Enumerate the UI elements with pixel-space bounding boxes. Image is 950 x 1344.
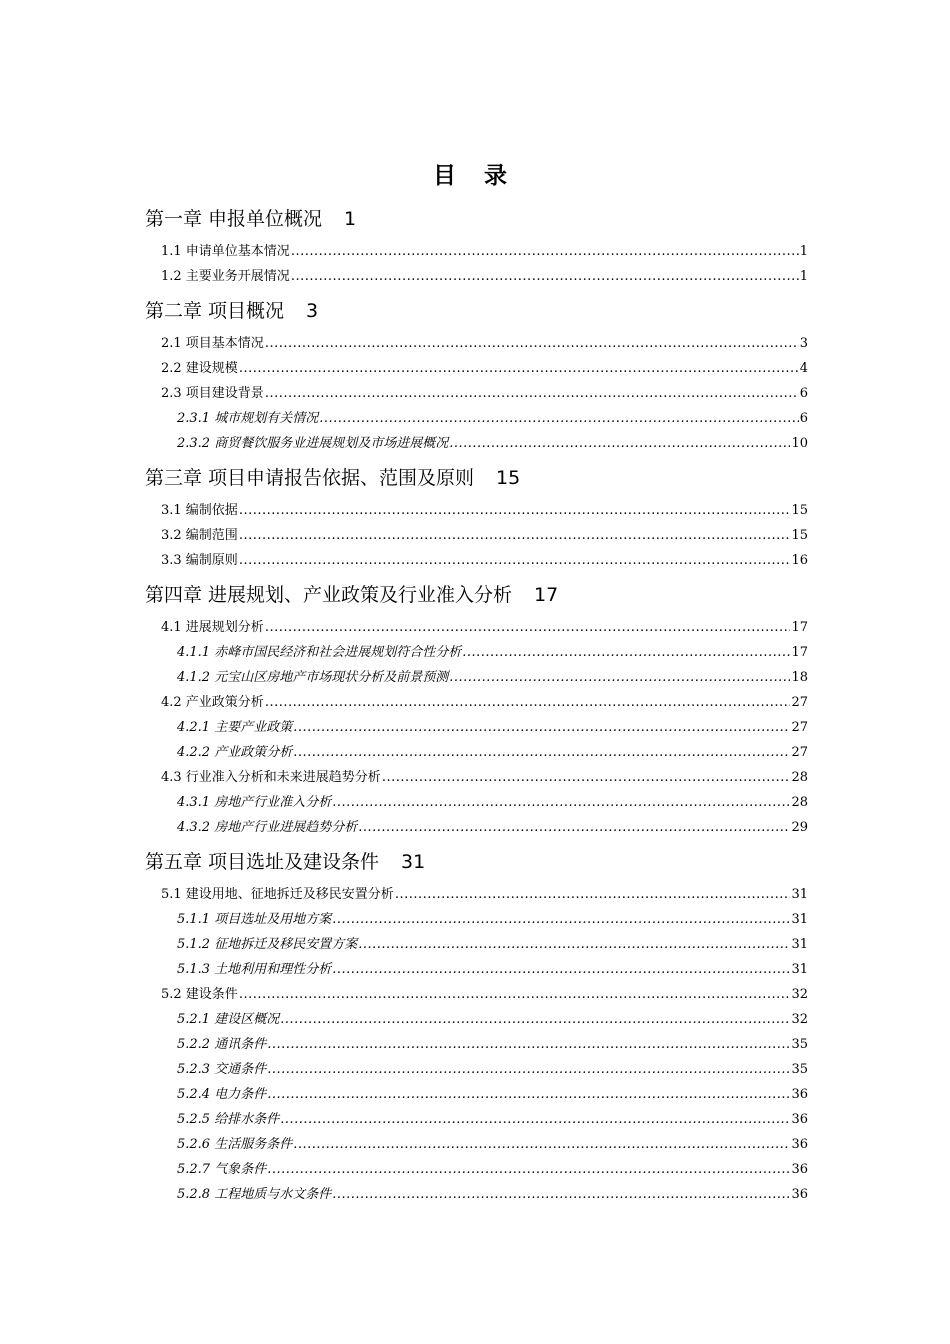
entry-page-number: 15 xyxy=(791,528,808,543)
toc-section-entry[interactable] xyxy=(145,548,808,573)
dot-leader xyxy=(280,1007,790,1032)
entry-label: 4.3 行业准入分析和未来进展趋势分析 xyxy=(161,770,381,785)
toc-section-entry[interactable] xyxy=(145,615,808,640)
entry-label: 1.1 申请单位基本情况 xyxy=(161,244,290,259)
entry-page-number: 36 xyxy=(791,1162,808,1177)
entry-label: 5.2.1 建设区概况 xyxy=(177,1012,280,1027)
entry-label: 4.1.2 元宝山区房地产市场现状分析及前景预测 xyxy=(177,670,449,685)
toc-subsection-entry[interactable] xyxy=(145,1007,808,1032)
dot-leader xyxy=(239,548,791,573)
toc-section-entry[interactable] xyxy=(145,331,808,356)
entry-page-number: 16 xyxy=(791,553,808,568)
entry-page-number: 6 xyxy=(799,411,808,426)
entry-page-number: 17 xyxy=(791,645,808,660)
dot-leader xyxy=(319,406,799,431)
entry-label: 2.3.2 商贸餐饮服务业进展规划及市场进展概况 xyxy=(177,436,449,451)
entry-page-number: 31 xyxy=(791,937,808,952)
dot-leader xyxy=(382,765,791,790)
toc-subsection-entry[interactable] xyxy=(145,907,808,932)
entry-page-number: 27 xyxy=(791,745,808,760)
toc-section-entry[interactable] xyxy=(145,690,808,715)
entry-label: 3.3 编制原则 xyxy=(161,553,238,568)
entry-page-number: 3 xyxy=(799,336,808,351)
dot-leader xyxy=(239,356,799,381)
entry-page-number: 36 xyxy=(791,1137,808,1152)
entry-page-number: 31 xyxy=(791,887,808,902)
dot-leader xyxy=(358,815,790,840)
chapter-title: 第五章 项目选址及建设条件 xyxy=(145,851,380,873)
toc-subsection-entry[interactable] xyxy=(145,740,808,765)
dot-leader xyxy=(267,1157,790,1182)
toc-subsection-entry[interactable] xyxy=(145,665,808,690)
toc-section-entry[interactable] xyxy=(145,381,808,406)
dot-leader xyxy=(332,907,790,932)
entry-label: 2.3.1 城市规划有关情况 xyxy=(177,411,319,426)
entry-page-number: 35 xyxy=(791,1037,808,1052)
entry-page-number: 10 xyxy=(791,436,808,451)
entry-page-number: 35 xyxy=(791,1062,808,1077)
dot-leader xyxy=(358,932,790,957)
dot-leader xyxy=(265,381,799,406)
entry-page-number: 15 xyxy=(791,503,808,518)
dot-leader xyxy=(239,498,791,523)
entry-page-number: 32 xyxy=(791,1012,808,1027)
dot-leader xyxy=(267,1082,790,1107)
entry-label: 4.2.2 产业政策分析 xyxy=(177,745,293,760)
toc-title: 目 录 xyxy=(432,163,517,189)
toc-section-entry[interactable] xyxy=(145,882,808,907)
entry-label: 5.1.2 征地拆迁及移民安置方案 xyxy=(177,937,358,952)
chapter-heading[interactable] xyxy=(145,207,808,231)
toc-subsection-entry[interactable] xyxy=(145,957,808,982)
dot-leader xyxy=(293,1132,790,1157)
entry-label: 5.1.3 土地利用和理性分析 xyxy=(177,962,332,977)
toc-subsection-entry[interactable] xyxy=(145,1157,808,1182)
entry-page-number: 17 xyxy=(791,620,808,635)
chapter-title: 第二章 项目概况 xyxy=(145,300,285,322)
entry-page-number: 18 xyxy=(791,670,808,685)
entry-label: 5.2.3 交通条件 xyxy=(177,1062,267,1077)
entry-page-number: 28 xyxy=(791,770,808,785)
chapter-title: 第三章 项目申请报告依据、范围及原则 xyxy=(145,467,475,489)
toc-subsection-entry[interactable] xyxy=(145,790,808,815)
entry-label: 3.2 编制范围 xyxy=(161,528,238,543)
toc-subsection-entry[interactable] xyxy=(145,815,808,840)
dot-leader xyxy=(332,790,790,815)
entry-page-number: 31 xyxy=(791,962,808,977)
entry-label: 3.1 编制依据 xyxy=(161,503,238,518)
toc-subsection-entry[interactable] xyxy=(145,1132,808,1157)
dot-leader xyxy=(280,1107,790,1132)
dot-leader xyxy=(267,1032,790,1057)
dot-leader xyxy=(239,982,791,1007)
dot-leader xyxy=(265,331,799,356)
dot-leader xyxy=(449,431,790,456)
entry-label: 4.2 产业政策分析 xyxy=(161,695,264,710)
chapter-page-number: 17 xyxy=(534,584,559,606)
entry-page-number: 27 xyxy=(791,720,808,735)
dot-leader xyxy=(462,640,790,665)
toc-subsection-entry[interactable] xyxy=(145,1107,808,1132)
entry-page-number: 6 xyxy=(799,386,808,401)
dot-leader xyxy=(265,690,791,715)
entry-label: 4.1.1 赤峰市国民经济和社会进展规划符合性分析 xyxy=(177,645,462,660)
dot-leader xyxy=(332,1182,790,1207)
entry-label: 2.1 项目基本情况 xyxy=(161,336,264,351)
entry-label: 5.2.7 气象条件 xyxy=(177,1162,267,1177)
entry-label: 5.2.2 通讯条件 xyxy=(177,1037,267,1052)
entry-page-number: 36 xyxy=(791,1112,808,1127)
toc-section-entry[interactable] xyxy=(145,264,808,289)
chapter-page-number: 3 xyxy=(306,300,319,322)
table-of-contents xyxy=(145,207,808,1207)
entry-page-number: 36 xyxy=(791,1187,808,1202)
entry-label: 4.3.2 房地产行业进展趋势分析 xyxy=(177,820,358,835)
dot-leader xyxy=(395,882,791,907)
entry-page-number: 1 xyxy=(799,269,808,284)
entry-label: 4.2.1 主要产业政策 xyxy=(177,720,293,735)
toc-subsection-entry[interactable] xyxy=(145,715,808,740)
toc-section-entry[interactable] xyxy=(145,523,808,548)
toc-subsection-entry[interactable] xyxy=(145,1082,808,1107)
chapter-page-number: 15 xyxy=(496,467,521,489)
chapter-heading[interactable] xyxy=(145,850,808,874)
entry-page-number: 27 xyxy=(791,695,808,710)
chapter-page-number: 31 xyxy=(401,851,426,873)
entry-label: 5.1.1 项目选址及用地方案 xyxy=(177,912,332,927)
entry-page-number: 32 xyxy=(791,987,808,1002)
toc-subsection-entry[interactable] xyxy=(145,406,808,431)
toc-subsection-entry[interactable] xyxy=(145,1032,808,1057)
dot-leader xyxy=(449,665,790,690)
entry-page-number: 4 xyxy=(799,361,808,376)
toc-section-entry[interactable] xyxy=(145,982,808,1007)
dot-leader xyxy=(293,740,790,765)
chapter-heading[interactable] xyxy=(145,466,808,490)
toc-subsection-entry[interactable] xyxy=(145,1182,808,1207)
entry-page-number: 29 xyxy=(791,820,808,835)
entry-label: 5.2.5 给排水条件 xyxy=(177,1112,280,1127)
toc-subsection-entry[interactable] xyxy=(145,640,808,665)
entry-page-number: 36 xyxy=(791,1087,808,1102)
toc-subsection-entry[interactable] xyxy=(145,932,808,957)
chapter-page-number: 1 xyxy=(344,208,357,230)
entry-label: 1.2 主要业务开展情况 xyxy=(161,269,290,284)
entry-label: 5.2.4 电力条件 xyxy=(177,1087,267,1102)
entry-label: 2.2 建设规模 xyxy=(161,361,238,376)
toc-subsection-entry[interactable] xyxy=(145,431,808,456)
dot-leader xyxy=(293,715,790,740)
dot-leader xyxy=(332,957,790,982)
entry-page-number: 1 xyxy=(799,244,808,259)
chapter-title: 第四章 进展规划、产业政策及行业准入分析 xyxy=(145,584,513,606)
dot-leader xyxy=(291,264,799,289)
entry-label: 2.3 项目建设背景 xyxy=(161,386,264,401)
dot-leader xyxy=(239,523,791,548)
toc-section-entry[interactable] xyxy=(145,356,808,381)
entry-label: 5.1 建设用地、征地拆迁及移民安置分析 xyxy=(161,887,394,902)
chapter-heading[interactable] xyxy=(145,583,808,607)
dot-leader xyxy=(267,1057,790,1082)
entry-label: 5.2 建设条件 xyxy=(161,987,238,1002)
entry-label: 4.1 进展规划分析 xyxy=(161,620,264,635)
chapter-title: 第一章 申报单位概况 xyxy=(145,208,323,230)
entry-label: 5.2.6 生活服务条件 xyxy=(177,1137,293,1152)
dot-leader xyxy=(265,615,791,640)
toc-subsection-entry[interactable] xyxy=(145,1057,808,1082)
toc-section-entry[interactable] xyxy=(145,765,808,790)
toc-section-entry[interactable] xyxy=(145,498,808,523)
chapter-heading[interactable] xyxy=(145,299,808,323)
entry-page-number: 28 xyxy=(791,795,808,810)
entry-label: 4.3.1 房地产行业准入分析 xyxy=(177,795,332,810)
entry-page-number: 31 xyxy=(791,912,808,927)
dot-leader xyxy=(291,239,799,264)
toc-section-entry[interactable] xyxy=(145,239,808,264)
entry-label: 5.2.8 工程地质与水文条件 xyxy=(177,1187,332,1202)
